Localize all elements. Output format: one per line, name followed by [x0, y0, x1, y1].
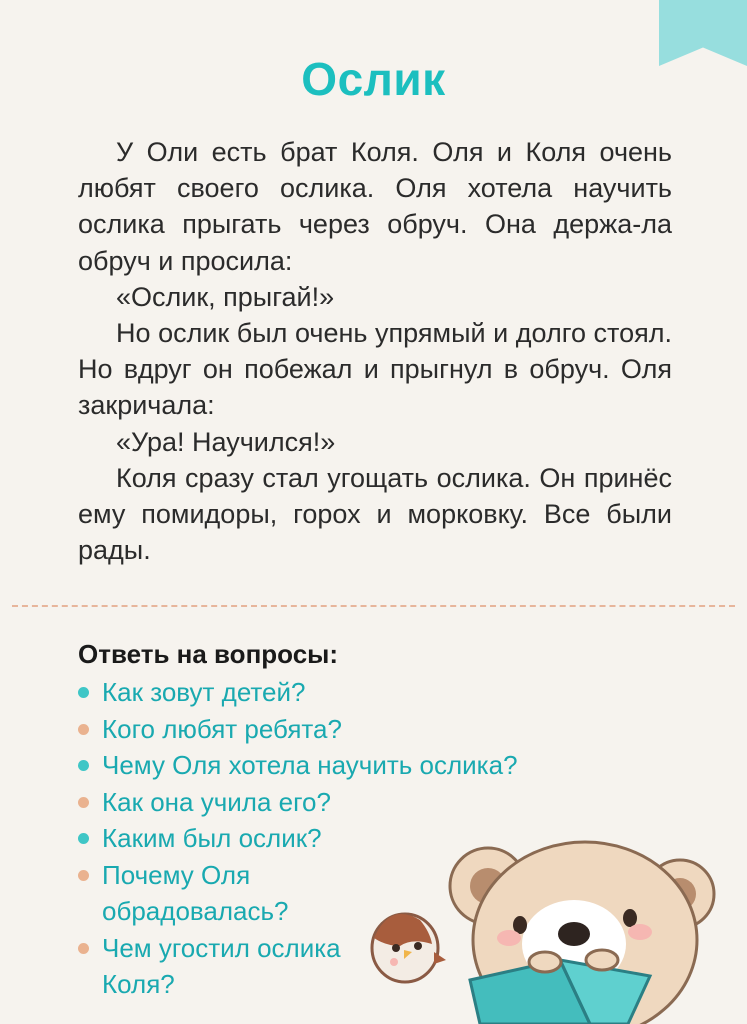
- page-title: Ослик: [301, 53, 446, 105]
- bullet-icon: [78, 833, 89, 844]
- list-item: Кого любят ребята?: [78, 711, 618, 748]
- list-item: Чем угостил ослика Коля?: [78, 930, 342, 1003]
- list-item: Каким был ослик?: [78, 820, 618, 857]
- bullet-icon: [78, 943, 89, 954]
- list-item: Почему Оля обрадовалась?: [78, 857, 342, 930]
- dashed-divider: [12, 605, 735, 607]
- list-item: Чему Оля хотела научить ослика?: [78, 747, 618, 784]
- story-paragraph: «Ура! Научился!»: [116, 426, 336, 457]
- story-paragraph: У Оли есть брат Коля. Оля и Коля очень любят своего ослика. Оля хотела научить ослика прыгать через обруч. Она держа-ла обруч и просила:: [78, 137, 672, 276]
- story-paragraph: «Ослик, прыгай!»: [116, 281, 335, 312]
- story-text: [78, 134, 672, 568]
- bullet-icon: [78, 870, 89, 881]
- bullet-icon: [78, 760, 89, 771]
- questions-heading: Ответь на вопросы:: [78, 639, 339, 669]
- list-item: Как она учила его?: [78, 784, 618, 821]
- list-item: Как зовут детей?: [78, 674, 618, 711]
- bear-reading-book-icon: [360, 820, 747, 1024]
- bird-icon: [372, 914, 446, 982]
- bullet-icon: [78, 797, 89, 808]
- story-paragraph: Но ослик был очень упрямый и долго стоял. Но вдруг он побежал и прыгнул в обруч. Оля закричала:: [78, 318, 672, 421]
- story-paragraph: Коля сразу стал угощать ослика. Он принёс ему помидоры, горох и морковку. Все были рады.: [78, 462, 672, 566]
- bullet-icon: [78, 687, 89, 698]
- bullet-icon: [78, 724, 89, 735]
